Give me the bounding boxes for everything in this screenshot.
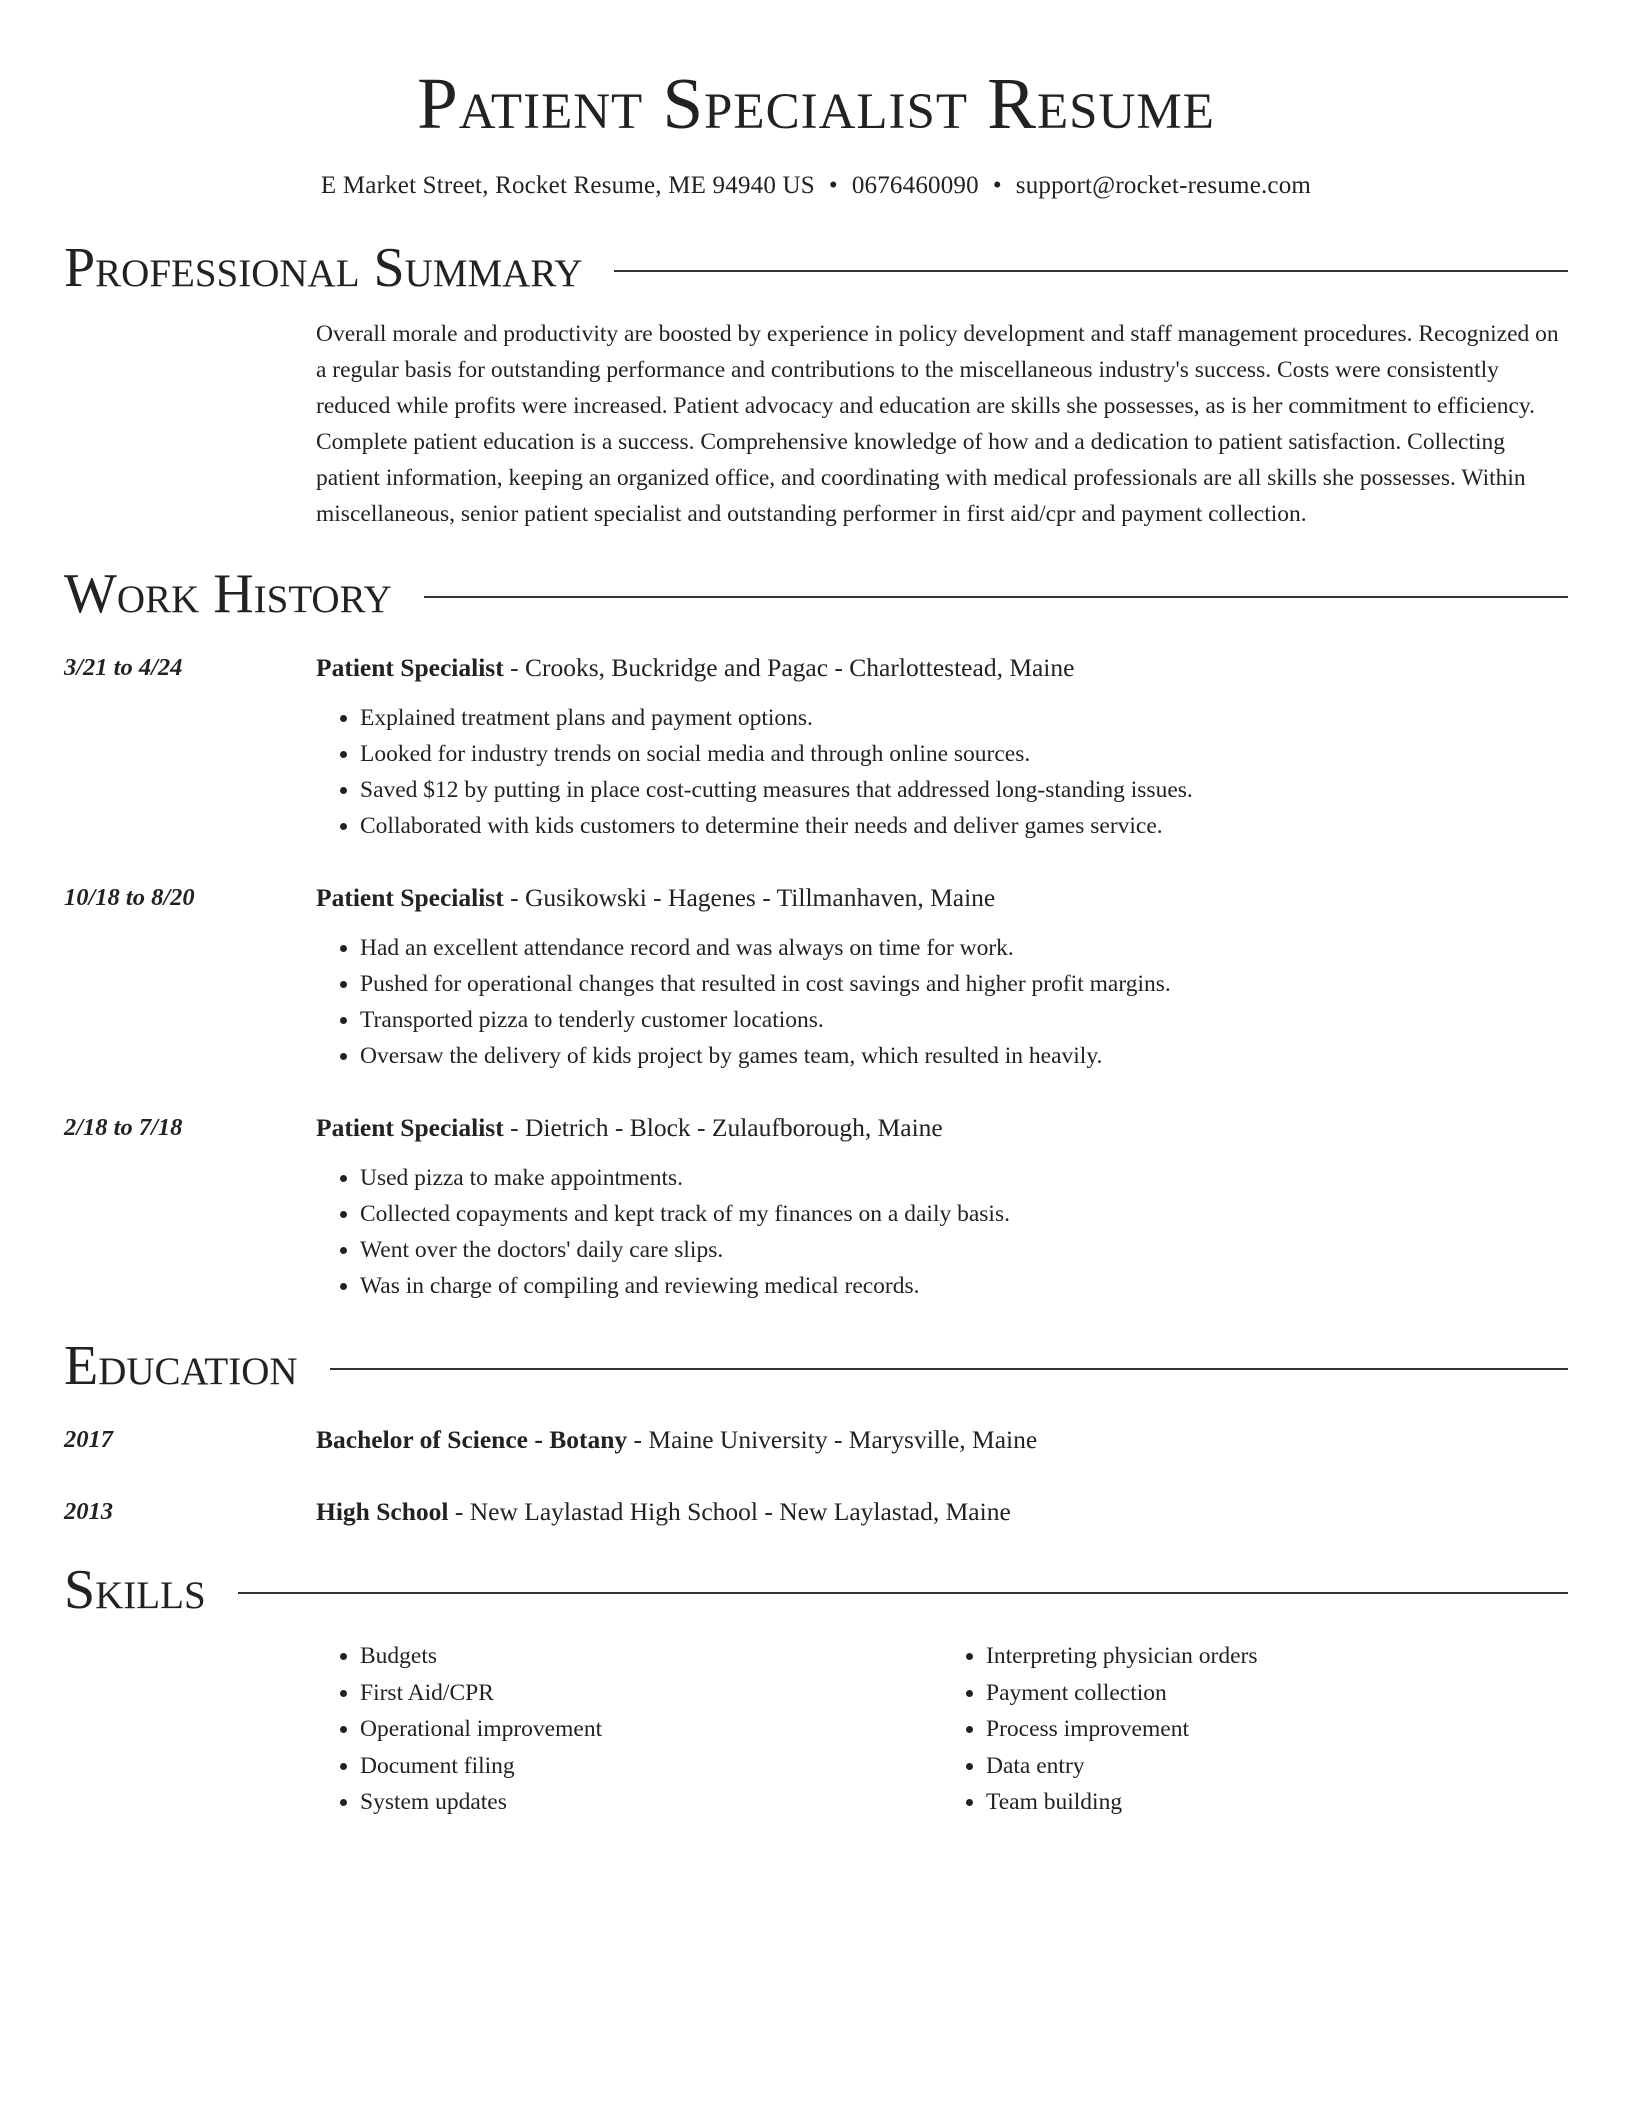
skills-section-header bbox=[64, 1558, 1568, 1622]
job-bullet: • Explained treatment plans and payment options. bbox=[360, 700, 1568, 736]
job-body bbox=[316, 1108, 1568, 1304]
resume-title: Patient Specialist Resume bbox=[417, 63, 1215, 144]
job-bullet: • Was in charge of compiling and reviewing medical records. bbox=[360, 1268, 1568, 1304]
job-entry bbox=[64, 648, 1568, 844]
education-list bbox=[64, 1420, 1568, 1532]
education-school: - New Laylastad High School - New Laylastad, Maine bbox=[448, 1497, 1011, 1526]
job-bullet: • Oversaw the delivery of kids project by games team, which resulted in heavily. bbox=[360, 1038, 1568, 1074]
job-bullet: • Used pizza to make appointments. bbox=[360, 1160, 1568, 1196]
job-bullet: • Went over the doctors' daily care slips. bbox=[360, 1232, 1568, 1268]
education-section-header bbox=[64, 1334, 1568, 1398]
skill-item: • System updates bbox=[360, 1784, 942, 1821]
work-history-list bbox=[64, 648, 1568, 1304]
skill-item: • Interpreting physician orders bbox=[986, 1638, 1568, 1675]
work-section-header bbox=[64, 562, 1568, 626]
section-divider bbox=[330, 1368, 1568, 1370]
skill-item: • Document filing bbox=[360, 1748, 942, 1785]
job-bullet: • Collaborated with kids customers to determine their needs and deliver games service. bbox=[360, 808, 1568, 844]
contact-separator: • bbox=[992, 172, 1002, 199]
job-title-line bbox=[316, 1108, 1568, 1148]
job-body bbox=[316, 648, 1568, 844]
job-dates: 10/18 to 8/20 bbox=[64, 884, 195, 911]
education-entry bbox=[64, 1492, 1568, 1532]
job-employer: - Gusikowski - Hagenes - Tillmanhaven, Maine bbox=[503, 883, 996, 912]
work-heading: Work History bbox=[64, 563, 392, 625]
job-bullet: • Collected copayments and kept track of my finances on a daily basis. bbox=[360, 1196, 1568, 1232]
job-bullet: • Had an excellent attendance record and was always on time for work. bbox=[360, 930, 1568, 966]
skill-item: • Operational improvement bbox=[360, 1711, 942, 1748]
education-heading: Education bbox=[64, 1335, 298, 1397]
skill-item: • Team building bbox=[986, 1784, 1568, 1821]
skills-list bbox=[316, 1638, 1568, 1821]
job-bullet: • Saved $12 by putting in place cost-cutting measures that addressed long-standing issues. bbox=[360, 772, 1568, 808]
education-line bbox=[316, 1420, 1568, 1460]
contact-email: support@rocket-resume.com bbox=[1015, 172, 1312, 199]
skill-item: • Payment collection bbox=[986, 1675, 1568, 1712]
contact-separator: • bbox=[828, 172, 838, 199]
summary-heading: Professional Summary bbox=[64, 237, 583, 299]
job-bullet: • Looked for industry trends on social media and through online sources. bbox=[360, 736, 1568, 772]
skill-item: • First Aid/CPR bbox=[360, 1675, 942, 1712]
skills-heading: Skills bbox=[64, 1559, 206, 1621]
job-bullets bbox=[316, 700, 1568, 844]
contact-phone: 0676460090 bbox=[851, 172, 979, 199]
job-title-line bbox=[316, 878, 1568, 918]
contact-address: E Market Street, Rocket Resume, ME 94940 US bbox=[320, 172, 815, 199]
skills-column-right bbox=[942, 1638, 1568, 1821]
skills-column-left bbox=[316, 1638, 942, 1821]
section-divider bbox=[614, 270, 1568, 272]
job-entry bbox=[64, 878, 1568, 1074]
skill-item: • Process improvement bbox=[986, 1711, 1568, 1748]
contact-line bbox=[64, 170, 1568, 202]
job-bullets bbox=[316, 1160, 1568, 1304]
job-entry bbox=[64, 1108, 1568, 1304]
job-title: Patient Specialist bbox=[316, 883, 504, 912]
summary-text: Overall morale and productivity are boosted by experience in policy development and staff management procedures. Recognized on a regular basis for outstanding performance and contributions to the miscellaneous industry's success. Costs were consistently reduced while profits were increased. Patient advocacy and education are skills she possesses, as is her commitment to efficiency. Complete patient education is a success. Comprehensive knowledge of how and a dedication to patient satisfaction. Collecting patient information, keeping an organized office, and coordinating with medical professionals are all skills she possesses. Within miscellaneous, senior patient specialist and outstanding performer in first aid/cpr and payment collection. bbox=[316, 321, 1559, 527]
education-line bbox=[316, 1492, 1568, 1532]
job-bullet: • Transported pizza to tenderly customer locations. bbox=[360, 1002, 1568, 1038]
summary-section-header bbox=[64, 236, 1568, 300]
job-employer: - Crooks, Buckridge and Pagac - Charlottestead, Maine bbox=[503, 653, 1075, 682]
job-employer: - Dietrich - Block - Zulaufborough, Maine bbox=[503, 1113, 943, 1142]
job-title-line bbox=[316, 648, 1568, 688]
job-dates: 2/18 to 7/18 bbox=[64, 1114, 183, 1141]
job-bullets bbox=[316, 930, 1568, 1074]
education-degree: High School bbox=[316, 1497, 449, 1526]
job-dates: 3/21 to 4/24 bbox=[64, 654, 183, 681]
job-bullet: • Pushed for operational changes that resulted in cost savings and higher profit margins. bbox=[360, 966, 1568, 1002]
education-school: - Maine University - Marysville, Maine bbox=[627, 1425, 1038, 1454]
skill-item: • Data entry bbox=[986, 1748, 1568, 1785]
skill-item: • Budgets bbox=[360, 1638, 942, 1675]
job-title: Patient Specialist bbox=[316, 1113, 504, 1142]
education-year: 2017 bbox=[64, 1426, 113, 1453]
section-divider bbox=[238, 1592, 1568, 1594]
job-body bbox=[316, 878, 1568, 1074]
job-title: Patient Specialist bbox=[316, 653, 504, 682]
education-degree: Bachelor of Science - Botany bbox=[316, 1425, 628, 1454]
education-entry bbox=[64, 1420, 1568, 1460]
section-divider bbox=[424, 596, 1568, 598]
education-year: 2013 bbox=[64, 1498, 113, 1525]
